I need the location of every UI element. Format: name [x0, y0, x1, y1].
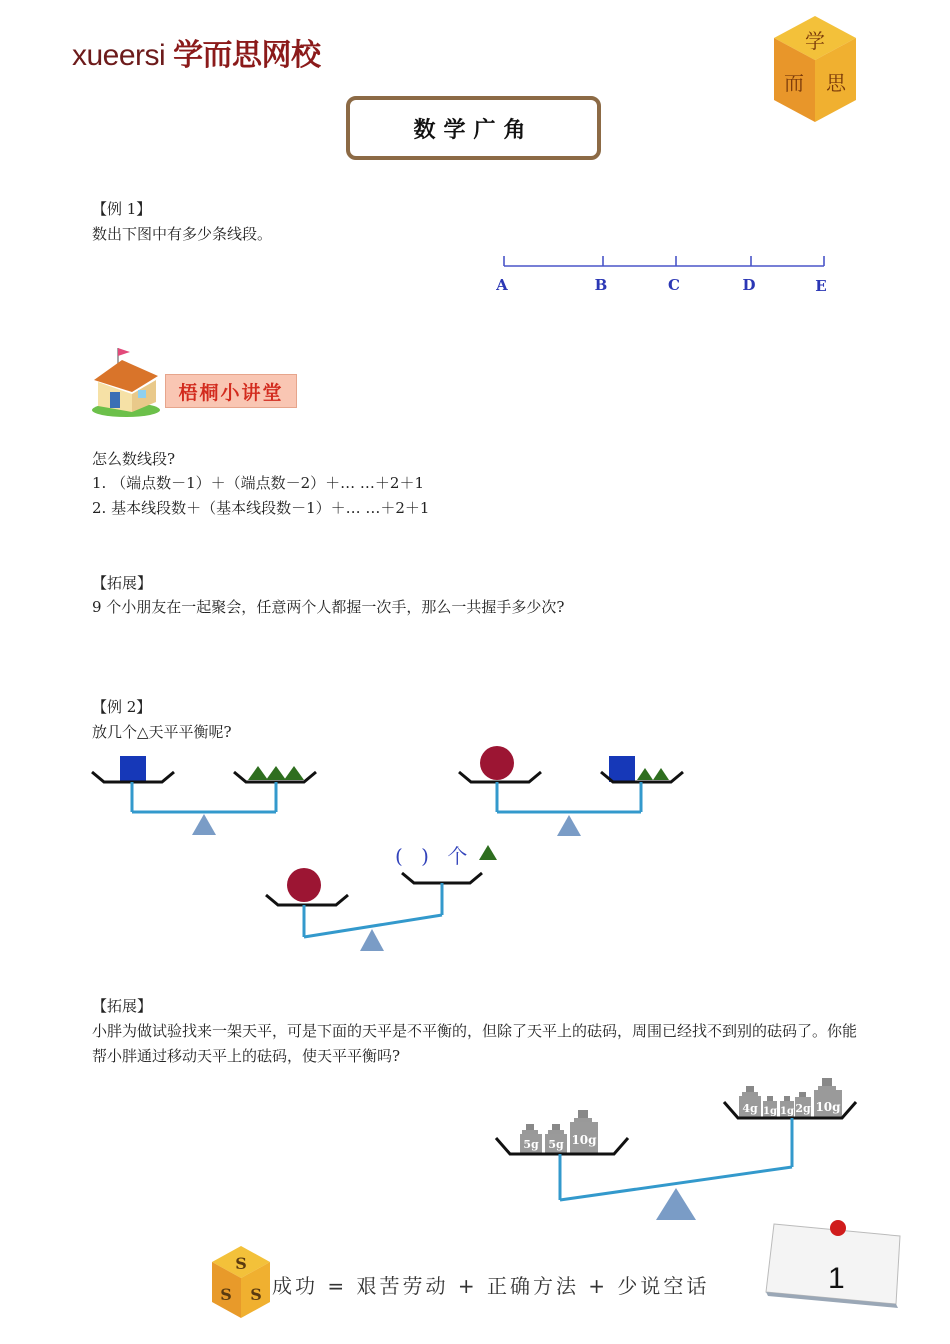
balance-circle-square: [453, 744, 688, 840]
weight-4g: [739, 1086, 761, 1118]
example2-question: 放几个△天平平衡呢?: [92, 723, 232, 741]
triangle-icon: [478, 844, 498, 862]
cube-char-top: 学: [805, 29, 825, 53]
sss-cube-logo-icon: [210, 1244, 272, 1320]
svg-text:5g: 5g: [523, 1138, 539, 1151]
extension2-question: 小胖为做试验找来一架天平，可是下面的天平是不平衡的，但除了天平上的砝码，周围已经找不到别的砝码了。你能帮小胖通过移动天平上的砝码，使天平平衡吗?: [92, 1022, 858, 1065]
brand-name-en: xueersi: [72, 39, 166, 72]
footer-motto: 成功 = 艰苦劳动 + 正确方法 + 少说空话: [272, 1274, 710, 1298]
weight-1g: [763, 1096, 777, 1118]
fulcrum: [192, 814, 216, 835]
weight-10g: [570, 1110, 598, 1154]
weight-5g: [520, 1124, 542, 1154]
svg-text:5g: 5g: [548, 1138, 564, 1151]
triangle-shape: [284, 766, 304, 780]
cube-logo-icon: [770, 14, 860, 126]
weight-10g: [814, 1078, 842, 1118]
square-shape: [609, 756, 635, 782]
cube-char-right: 思: [826, 71, 846, 95]
svg-text:S: S: [250, 1285, 262, 1304]
point-label-c: C: [668, 276, 680, 294]
page-title: 数学广角: [346, 96, 601, 160]
svg-text:S: S: [220, 1285, 232, 1304]
balance-circle-question: [262, 865, 490, 955]
cube-char-left: 而: [784, 71, 804, 95]
fulcrum: [360, 929, 384, 951]
lesson-rule-1: 1. （端点数－1）＋（端点数－2）＋… …＋2＋1: [92, 474, 425, 492]
schoolhouse-icon: [88, 346, 164, 418]
svg-text:S: S: [235, 1254, 247, 1273]
weight-1g: [780, 1096, 794, 1118]
weight-2g: [795, 1092, 811, 1118]
circle-shape: [287, 868, 321, 902]
point-label-a: A: [496, 276, 508, 294]
weight-5g: [545, 1124, 567, 1154]
answer-blank-text: ( ) 个: [395, 844, 474, 868]
pin-icon: [830, 1220, 846, 1236]
point-label-d: D: [742, 276, 756, 294]
segment-diagram: [490, 248, 840, 298]
lesson-rule-2: 2. 基本线段数＋（基本线段数－1）＋… …＋2＋1: [92, 499, 430, 517]
point-label-e: E: [815, 277, 827, 295]
fulcrum: [557, 815, 581, 836]
svg-text:10g: 10g: [571, 1133, 597, 1147]
extension1-question: 9 个小朋友在一起聚会，任意两个人都握一次手，那么一共握手多少次?: [92, 598, 565, 616]
square-shape: [120, 756, 146, 782]
svg-text:1g: 1g: [780, 1106, 794, 1117]
example2-label: 【例 2】: [92, 698, 152, 716]
brand-name-cn: 学而思网校: [173, 39, 321, 72]
page-number: 1: [828, 1262, 845, 1295]
triangle-shape: [248, 766, 268, 780]
balance-square-triangles: [88, 750, 323, 840]
svg-text:2g: 2g: [795, 1102, 811, 1115]
fulcrum: [656, 1188, 696, 1220]
extension1-label: 【拓展】: [92, 574, 153, 592]
example1-question: 数出下图中有多少条线段。: [92, 225, 273, 243]
example1-label: 【例 1】: [92, 200, 152, 218]
brand-logo: [72, 30, 321, 74]
triangle-shape: [653, 768, 669, 780]
lesson-heading: 怎么数线段?: [92, 450, 176, 468]
svg-text:10g: 10g: [815, 1100, 841, 1114]
svg-text:4g: 4g: [742, 1102, 758, 1115]
triangle-shape: [266, 766, 286, 780]
balance-weights: [490, 1072, 865, 1224]
triangle-shape: [637, 768, 653, 780]
svg-text:1g: 1g: [763, 1106, 777, 1117]
lesson-banner: 梧桐小讲堂: [165, 374, 297, 408]
extension2-label: 【拓展】: [92, 997, 153, 1015]
circle-shape: [480, 746, 514, 780]
point-label-b: B: [594, 276, 608, 294]
